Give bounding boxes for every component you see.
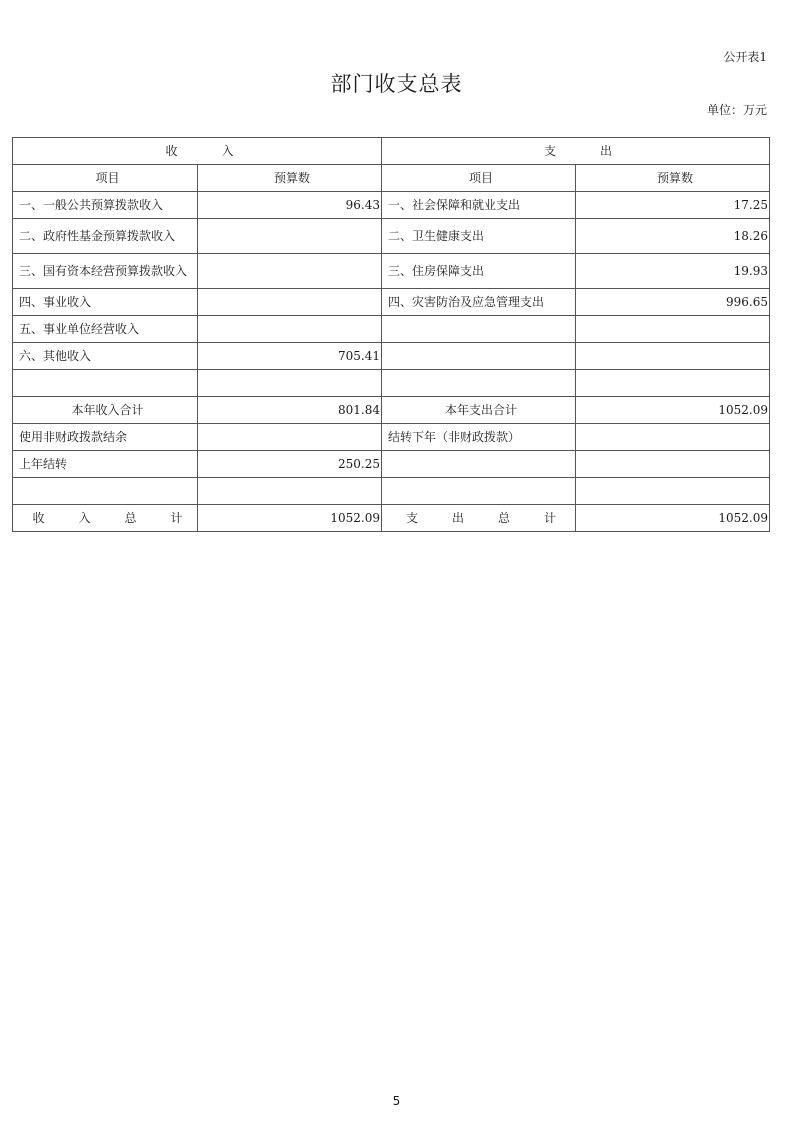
table-row (13, 343, 770, 370)
table-row (13, 254, 770, 289)
income-value: 250.25 (198, 451, 382, 478)
income-total-label: 收 入 总 计 (13, 505, 198, 532)
income-value (198, 316, 382, 343)
expense-item (382, 316, 576, 343)
income-item: 三、国有资本经营预算拨款收入 (13, 254, 198, 289)
unit-label: 单位：万元 (706, 103, 767, 117)
table-row (13, 192, 770, 219)
income-budget-header: 预算数 (198, 165, 382, 192)
budget-summary-table (12, 137, 770, 532)
page-title: 部门收支总表 (330, 72, 463, 96)
page-number: 5 (392, 1094, 401, 1108)
income-value (198, 289, 382, 316)
table-row (13, 451, 770, 478)
income-value (198, 370, 382, 397)
expense-item: 二、卫生健康支出 (382, 219, 576, 254)
expense-item (382, 478, 576, 505)
subtotal-row (13, 397, 770, 424)
income-item: 使用非财政拨款结余 (13, 424, 198, 451)
expense-value: 996.65 (576, 289, 770, 316)
expense-value (576, 316, 770, 343)
expense-item (382, 451, 576, 478)
table-row (13, 316, 770, 343)
income-item: 六、其他收入 (13, 343, 198, 370)
column-header-row (13, 165, 770, 192)
income-item (13, 370, 198, 397)
income-value: 705.41 (198, 343, 382, 370)
income-subtotal-label: 本年收入合计 (13, 397, 198, 424)
expense-item: 四、灾害防治及应急管理支出 (382, 289, 576, 316)
income-value: 96.43 (198, 192, 382, 219)
expense-subtotal-label: 本年支出合计 (382, 397, 576, 424)
income-subtotal-value: 801.84 (198, 397, 382, 424)
income-item-header: 项目 (13, 165, 198, 192)
expense-value: 17.25 (576, 192, 770, 219)
table-row (13, 219, 770, 254)
expense-item (382, 343, 576, 370)
expense-item: 结转下年（非财政拨款） (382, 424, 576, 451)
expense-budget-header: 预算数 (576, 165, 770, 192)
section-header-row (13, 138, 770, 165)
expense-value (576, 451, 770, 478)
expense-value (576, 478, 770, 505)
income-item (13, 478, 198, 505)
expense-item: 三、住房保障支出 (382, 254, 576, 289)
income-item: 五、事业单位经营收入 (13, 316, 198, 343)
income-value (198, 254, 382, 289)
income-item: 二、政府性基金预算拨款收入 (13, 219, 198, 254)
income-item: 上年结转 (13, 451, 198, 478)
expense-value (576, 424, 770, 451)
expense-item: 一、社会保障和就业支出 (382, 192, 576, 219)
table-row (13, 478, 770, 505)
income-value (198, 478, 382, 505)
expense-total-value: 1052.09 (576, 505, 770, 532)
expense-total-label: 支 出 总 计 (382, 505, 576, 532)
table-row (13, 289, 770, 316)
expense-value (576, 343, 770, 370)
income-item: 四、事业收入 (13, 289, 198, 316)
expense-value (576, 370, 770, 397)
expense-value: 19.93 (576, 254, 770, 289)
expense-item-header: 项目 (382, 165, 576, 192)
table-row (13, 424, 770, 451)
expense-subtotal-value: 1052.09 (576, 397, 770, 424)
expense-section-header: 支 出 (382, 138, 770, 165)
form-number: 公开表1 (723, 50, 767, 64)
income-value (198, 424, 382, 451)
income-value (198, 219, 382, 254)
expense-item (382, 370, 576, 397)
expense-value: 18.26 (576, 219, 770, 254)
income-item: 一、一般公共预算拨款收入 (13, 192, 198, 219)
total-row (13, 505, 770, 532)
income-section-header: 收 入 (13, 138, 382, 165)
income-total-value: 1052.09 (198, 505, 382, 532)
table-row (13, 370, 770, 397)
